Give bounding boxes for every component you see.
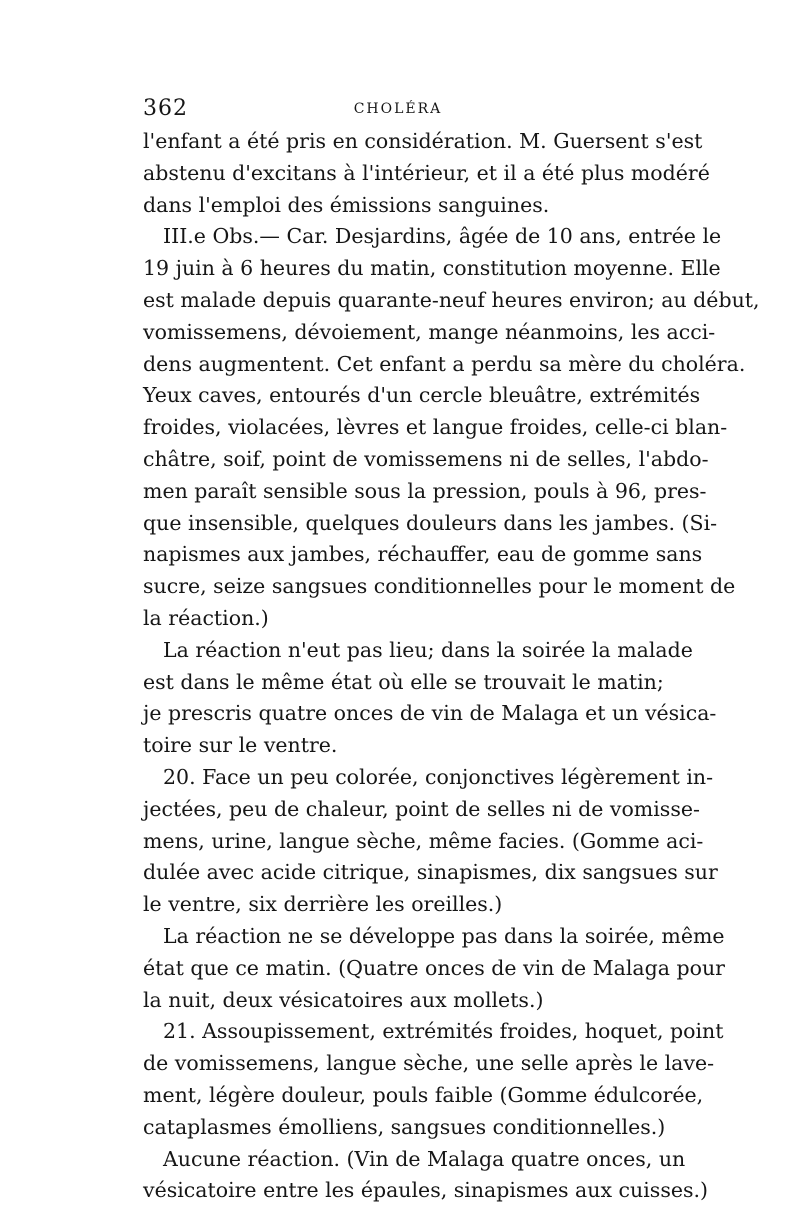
text-line: abstenu d'excitans à l'intérieur, et il a été plus modéré — [143, 160, 710, 185]
text-line: l'enfant a été pris en considération. M. Guersent s'est — [143, 129, 703, 153]
text-line: froides, violacées, lèvres et langue froides, celle-ci blan- — [143, 415, 728, 440]
text-line: le ventre, six derrière les oreilles.) — [143, 892, 503, 917]
text-line: dulée avec acide citrique, sinapismes, dix sangsues sur — [143, 860, 718, 885]
text-line: Yeux caves, entourés d'un cercle bleuâtre, extrémités — [143, 383, 701, 408]
text-line: que insensible, quelques douleurs dans les jambes. (Si- — [143, 510, 718, 535]
text-line: men paraît sensible sous la pression, pouls à 96, pres- — [143, 478, 707, 503]
text-line: est dans le même état où elle se trouvait le matin; — [143, 669, 664, 694]
text-line: Aucune réaction. (Vin de Malaga quatre onces, un — [163, 1146, 686, 1171]
text-line: La réaction n'eut pas lieu; dans la soirée la malade — [163, 637, 693, 662]
text-line: cataplasmes émolliens, sangsues conditionnelles.) — [143, 1114, 666, 1139]
page-header — [143, 96, 648, 126]
text-line: vésicatoire entre les épaules, sinapismes aux cuisses.) — [143, 1178, 709, 1203]
text-line: vomissemens, dévoiement, mange néanmoins, les acci- — [143, 319, 716, 344]
text-line: 19 juin à 6 heures du matin, constitution moyenne. Elle — [143, 256, 721, 281]
text-line: je prescris quatre onces de vin de Malaga et un vésica- — [143, 701, 717, 726]
text-line: la nuit, deux vésicatoires aux mollets.) — [143, 987, 544, 1012]
running-title: CHOLÉRA — [353, 101, 443, 117]
text-line: III.e Obs.— Car. Desjardins, âgée de 10 ans, entrée le — [163, 224, 722, 249]
text-line: 21. Assoupissement, extrémités froides, hoquet, point — [163, 1019, 724, 1044]
text-line: toire sur le ventre. — [143, 733, 338, 758]
text-line: sucre, seize sangsues conditionnelles pour le moment de — [143, 574, 736, 599]
text-line: est malade depuis quarante-neuf heures environ; au début, — [143, 287, 760, 312]
text-line: de vomissemens, langue sèche, une selle après le lave- — [143, 1051, 715, 1076]
text-line: châtre, soif, point de vomissemens ni de selles, l'abdo- — [143, 446, 709, 471]
text-line: napismes aux jambes, réchauffer, eau de gomme sans — [143, 542, 703, 567]
text-line: jectées, peu de chaleur, point de selles ni de vomisse- — [143, 796, 700, 821]
text-line: 20. Face un peu colorée, conjonctives légèrement in- — [163, 764, 714, 789]
text-line: la réaction.) — [143, 605, 269, 630]
body-text — [143, 126, 760, 1207]
text-line: dens augmentent. Cet enfant a perdu sa mère du choléra. — [143, 351, 746, 376]
page-number: 362 — [143, 96, 188, 121]
text-line: état que ce matin. (Quatre onces de vin de Malaga pour — [143, 955, 725, 980]
text-line: ment, légère douleur, pouls faible (Gomme édulcorée, — [143, 1082, 704, 1107]
text-line: dans l'emploi des émissions sanguines. — [143, 192, 550, 217]
text-line: La réaction ne se développe pas dans la soirée, même — [163, 923, 725, 948]
text-line: mens, urine, langue sèche, même facies. (Gomme aci- — [143, 828, 704, 853]
